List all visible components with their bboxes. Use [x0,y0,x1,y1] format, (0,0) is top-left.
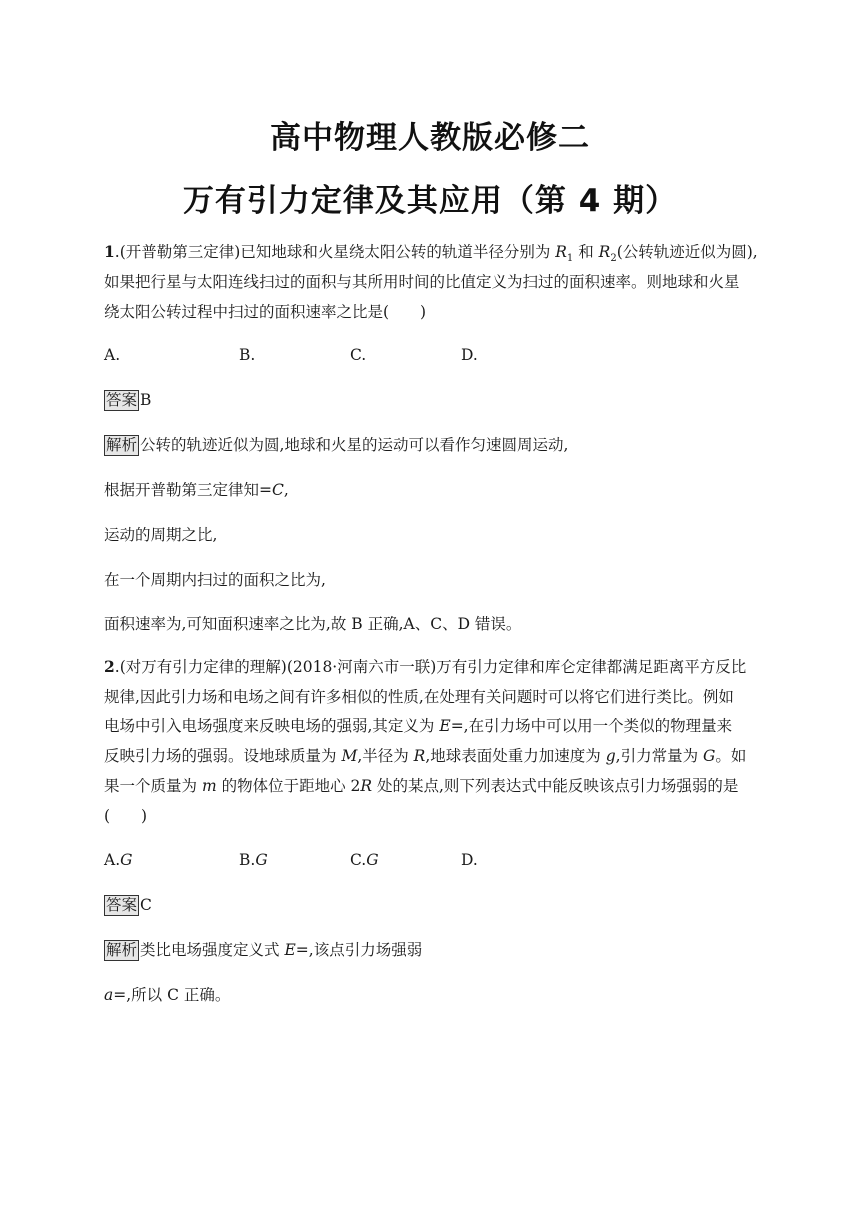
q2-analysis-line-1 [104,940,764,961]
q1-option-d: D. [461,346,478,364]
q2-line4-var-gconst: G [703,747,716,765]
q2-line4-text-c: ,地球表面处重力加速度为 [425,747,606,765]
analysis-tag: 解析 [106,941,138,959]
document-subtitle: 万有引力定律及其应用（第 4 期） [182,183,678,219]
answer-tag: 答案 [106,391,138,409]
q1-stem-line-3: 绕太阳公转过程中扫过的面积速率之比是( ) [104,303,427,321]
q2-line4-text-e: 。如 [715,747,747,765]
q1-analysis2-var: C [272,481,284,499]
q1-analysis-line-1 [104,435,764,456]
q2-number: 2 [104,657,115,676]
q2-option-a-var: G [120,851,133,869]
q2-stem-line-1 [104,657,764,677]
q2-line5-var-m: m [201,777,217,795]
q1-number: 1 [104,242,115,261]
q1-analysis2-tail: , [283,481,289,499]
q2-analysis-var-a: a [104,986,114,1004]
q2-analysis-text-a: 类比电场强度定义式 [140,941,285,959]
q2-line4-var-g: g [605,747,616,765]
q2-line4-text-d: ,引力常量为 [615,747,703,765]
q2-line4-var-m: M [341,747,358,765]
q2-option-c [350,851,379,869]
q1-analysis-line-2 [104,480,764,500]
q2-line3-text: 电场中引入电场强度来反映电场的强弱,其定义为 [104,717,440,735]
q1-analysis-line-5: 面积速率为,可知面积速率之比为,故 B 正确,A、C、D 错误。 [104,615,522,633]
q2-line5-text-b: 的物体位于距地心 2 [216,777,361,795]
q1-r2-sub: 2 [610,253,617,265]
document-title: 高中物理人教版必修二 [270,120,590,156]
q2-option-b-var: G [255,851,268,869]
q2-line4-var-r: R [413,747,426,765]
q2-line4-text-a: 反映引力场的强弱。设地球质量为 [104,747,342,765]
q2-option-b [239,851,268,869]
q1-r2: R [598,243,611,261]
q2-analysis-line-2 [104,985,764,1005]
q1-option-a: A. [104,346,121,364]
q2-line3-var: E [439,717,451,735]
q2-stem-line-5 [104,776,764,796]
q1-r1-sub: 1 [566,253,574,265]
q2-stem-line-2: 规律,因此引力场和电场之间有许多相似的性质,在处理有关问题时可以将它们进行类比。例如 [104,688,734,706]
q1-option-c: C. [350,346,367,364]
q1-answer [104,390,764,411]
q2-answer-value: C [140,896,152,914]
q2-line5-text-c: 处的某点,则下列表达式中能反映该点引力场强弱的是 [372,777,739,795]
q2-line5-text-a: 果一个质量为 [104,777,202,795]
q2-option-a [104,851,133,869]
q1-stem-line-1 [104,242,764,269]
q1-analysis-text: 公转的轨迹近似为圆,地球和火星的运动可以看作匀速圆周运动, [140,436,569,454]
q1-stem-line-2: 如果把行星与太阳连线扫过的面积与其所用时间的比值定义为扫过的面积速率。则地球和火星 [104,273,740,291]
q1-text-and: 和 [573,243,599,261]
q2-option-d [461,851,478,869]
analysis-tag: 解析 [106,436,138,454]
q2-option-b-label: B. [239,851,256,869]
q2-analysis-text-b: =,该点引力场强弱 [295,941,423,959]
q1-option-b: B. [239,346,256,364]
q2-analysis2-text: =,所以 C 正确。 [113,986,231,1004]
q2-answer [104,895,764,916]
q2-stem-line-3 [104,716,764,736]
answer-tag: 答案 [106,896,138,914]
q2-line3-tail: =,在引力场中可以用一个类似的物理量来 [450,717,733,735]
q2-option-d-label: D. [461,851,478,869]
q2-analysis-var-e: E [284,941,296,959]
q2-line4-text-b: ,半径为 [357,747,414,765]
q2-stem-line-4 [104,746,764,766]
q1-text-tail: (公转轨迹近似为圆), [616,243,758,261]
q1-text: .(开普勒第三定律)已知地球和火星绕太阳公转的轨道半径分别为 [114,243,556,261]
q2-option-c-var: G [366,851,379,869]
q1-analysis-line-3: 运动的周期之比, [104,526,218,544]
q1-answer-value: B [140,391,152,409]
q2-line5-var-r: R [360,777,373,795]
q1-analysis-line-4: 在一个周期内扫过的面积之比为, [104,571,326,589]
q2-option-a-label: A. [104,851,121,869]
q1-analysis2-text: 根据开普勒第三定律知= [104,481,272,499]
q1-r1: R [555,243,567,261]
q2-text: .(对万有引力定律的理解)(2018·河南六市一联)万有引力定律和库仑定律都满足距离平方反比 [114,658,747,676]
q2-option-c-label: C. [350,851,367,869]
q2-stem-line-6: ( ) [104,807,148,825]
